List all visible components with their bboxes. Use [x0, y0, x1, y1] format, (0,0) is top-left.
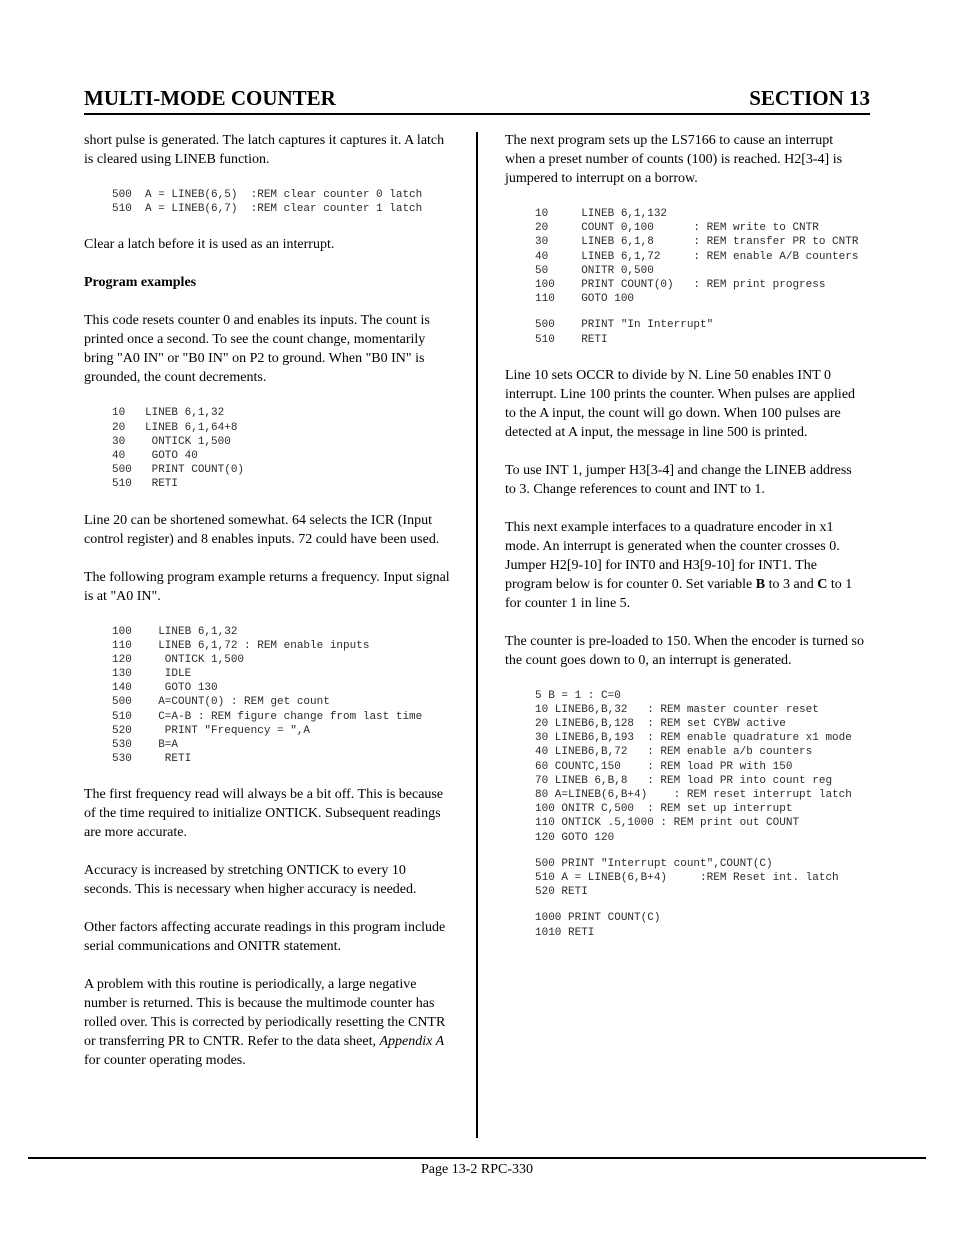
code-line: 100 PRINT COUNT(0) : REM print progress	[535, 278, 826, 291]
code-line: 10 LINEB 6,1,132	[535, 208, 668, 220]
paragraph: short pulse is generated. The latch captures it captures it. A latch is cleared using LINEB function.	[84, 133, 445, 167]
code-block	[84, 406, 452, 491]
code-line: 500 PRINT "Interrupt count",COUNT(C)	[535, 857, 773, 870]
section-number: SECTION 13	[749, 86, 870, 110]
variable-name: B	[755, 576, 766, 592]
paragraph: Accuracy is increased by stretching ONTICK to every 10 seconds. This is necessary when higher accuracy is needed.	[84, 863, 417, 898]
paragraph: To use INT 1, jumper H3[3-4] and change the LINEB address to 3. Change references to count and INT to 1.	[505, 462, 852, 497]
subheading	[84, 273, 452, 292]
paragraph-text: to 1 for counter 1 in line 5.	[505, 576, 853, 611]
code-line: 530 B=A	[112, 739, 179, 751]
code-block	[505, 689, 865, 845]
paragraph-text: for counter operating modes.	[84, 1053, 246, 1069]
paragraph: Other factors affecting accurate readings in this program include serial communications and ONITR statement.	[84, 920, 446, 955]
code-line: 500 A=COUNT(0) : REM get count	[112, 696, 330, 709]
paragraph: The following program example returns a frequency. Input signal is at "A0 IN".	[84, 569, 450, 604]
code-line: 5 B = 1 : C=0	[535, 689, 621, 702]
code-line: 520 PRINT "Frequency = ",A	[112, 724, 311, 737]
code-block	[505, 857, 865, 900]
code-line: 140 GOTO 130	[112, 682, 218, 695]
variable-name: C	[817, 576, 828, 592]
paragraph: The next program sets up the LS7166 to cause an interrupt when a preset number of counts (100) is reached. H2[3-4] is jumpered to interrupt on a borrow.	[505, 133, 843, 186]
code-line: 40 LINEB6,B,72 : REM enable a/b counters	[535, 746, 813, 759]
code-line: 80 A=LINEB(6,B+4) : REM reset interrupt latch	[535, 789, 852, 801]
code-line: 130 IDLE	[112, 668, 192, 681]
code-block	[84, 625, 452, 767]
code-line: 100 ONITR C,500 : REM set up interrupt	[535, 803, 793, 816]
code-line: 60 COUNTC,150 : REM load PR with 150	[535, 760, 793, 773]
column-divider	[476, 132, 478, 1138]
code-block	[505, 318, 865, 346]
paragraph	[84, 975, 452, 1070]
page-header	[84, 85, 870, 115]
code-line: 500 PRINT COUNT(0)	[112, 464, 245, 477]
code-line: 20 COUNT 0,100 : REM write to CNTR	[535, 222, 819, 235]
code-line: 510 A = LINEB(6,B+4) :REM Reset int. latch	[535, 871, 839, 884]
code-line: 20 LINEB 6,1,64+8	[112, 421, 238, 434]
paragraph-text: This next example interfaces to a quadrature encoder in x1 mode. An interrupt is generated when the counter crosses 0. Jumper H2[9-10] for INT0 and H3[9-10] for INT1. The program below is for counter 0. Set variable	[505, 519, 840, 592]
code-line: 510 RETI	[112, 478, 179, 491]
code-line: 30 LINEB6,B,193 : REM enable quadrature x1 mode	[535, 732, 852, 745]
code-line: 50 ONITR 0,500	[535, 264, 654, 277]
code-line: 510 C=A-B : REM figure change from last time	[112, 710, 423, 723]
code-line: 1010 RETI	[535, 926, 595, 939]
code-line: 100 LINEB 6,1,32	[112, 625, 238, 638]
code-block	[84, 188, 452, 216]
left-column	[84, 131, 452, 1089]
code-line: 40 GOTO 40	[112, 449, 198, 462]
code-line: 520 RETI	[535, 886, 588, 899]
footer-rule	[28, 1157, 926, 1159]
code-line: 500 A = LINEB(6,5) :REM clear counter 0 latch	[112, 189, 423, 201]
right-column	[505, 131, 865, 959]
code-line: 500 PRINT "In Interrupt"	[535, 319, 714, 332]
paragraph-text: to 3 and	[765, 576, 818, 592]
page-footer: Page 13-2 RPC-330	[421, 1162, 533, 1177]
paragraph: Clear a latch before it is used as an interrupt.	[84, 237, 335, 253]
paragraph: The first frequency read will always be a bit off. This is because of the time required to initialize ONTICK. Subsequent readings are more accurate.	[84, 787, 444, 841]
paragraph: Line 10 sets OCCR to divide by N. Line 50 enables INT 0 interrupt. Line 100 prints the counter. When pulses are applied to the A input, the count will go down. When 100 pulses are detected at A input, the message in line 500 is printed.	[505, 367, 856, 440]
code-line: 30 ONTICK 1,500	[112, 435, 231, 448]
paragraph: Line 20 can be shortened somewhat. 64 selects the ICR (Input control register) and 8 enables inputs. 72 could have been used.	[84, 512, 440, 547]
code-line: 20 LINEB6,B,128 : REM set CYBW active	[535, 718, 786, 731]
subheading-text: Program examples	[84, 275, 197, 291]
code-line: 10 LINEB6,B,32 : REM master counter reset	[535, 703, 819, 716]
code-line: 70 LINEB 6,B,8 : REM load PR into count reg	[535, 774, 833, 787]
paragraph: The counter is pre-loaded to 150. When the encoder is turned so the count goes down to 0, an interrupt is generated.	[505, 633, 864, 668]
code-line: 510 RETI	[535, 333, 608, 346]
code-line: 30 LINEB 6,1,8 : REM transfer PR to CNTR	[535, 236, 859, 249]
code-line: 110 ONTICK .5,1000 : REM print out COUNT	[535, 817, 800, 830]
paragraph: This code resets counter 0 and enables its inputs. The count is printed once a second. To see the count change, momentarily bring "A0 IN" or "B0 IN" on P2 to ground. When "B0 IN" is grounded, the count decrements.	[84, 313, 430, 386]
code-line: 120 ONTICK 1,500	[112, 653, 245, 666]
code-line: 530 RETI	[112, 753, 192, 766]
code-line: 110 LINEB 6,1,72 : REM enable inputs	[112, 639, 370, 652]
code-block	[505, 207, 865, 306]
section-title: MULTI-MODE COUNTER	[84, 86, 336, 110]
code-block	[505, 911, 865, 939]
code-line: 110 GOTO 100	[535, 293, 635, 306]
code-line: 40 LINEB 6,1,72 : REM enable A/B counters	[535, 250, 859, 263]
code-line: 10 LINEB 6,1,32	[112, 407, 225, 420]
paragraph	[505, 518, 865, 613]
appendix-reference: Appendix A	[379, 1034, 445, 1050]
code-line: 120 GOTO 120	[535, 831, 615, 844]
paragraph-text: A problem with this routine is periodically, a large negative number is returned. This is because the multimode counter has rolled over. This is corrected by periodically resetting the CNTR or transferring PR to CNTR. Refer to the data sheet,	[84, 977, 446, 1050]
code-line: 510 A = LINEB(6,7) :REM clear counter 1 latch	[112, 203, 423, 216]
code-line: 1000 PRINT COUNT(C)	[535, 912, 661, 925]
